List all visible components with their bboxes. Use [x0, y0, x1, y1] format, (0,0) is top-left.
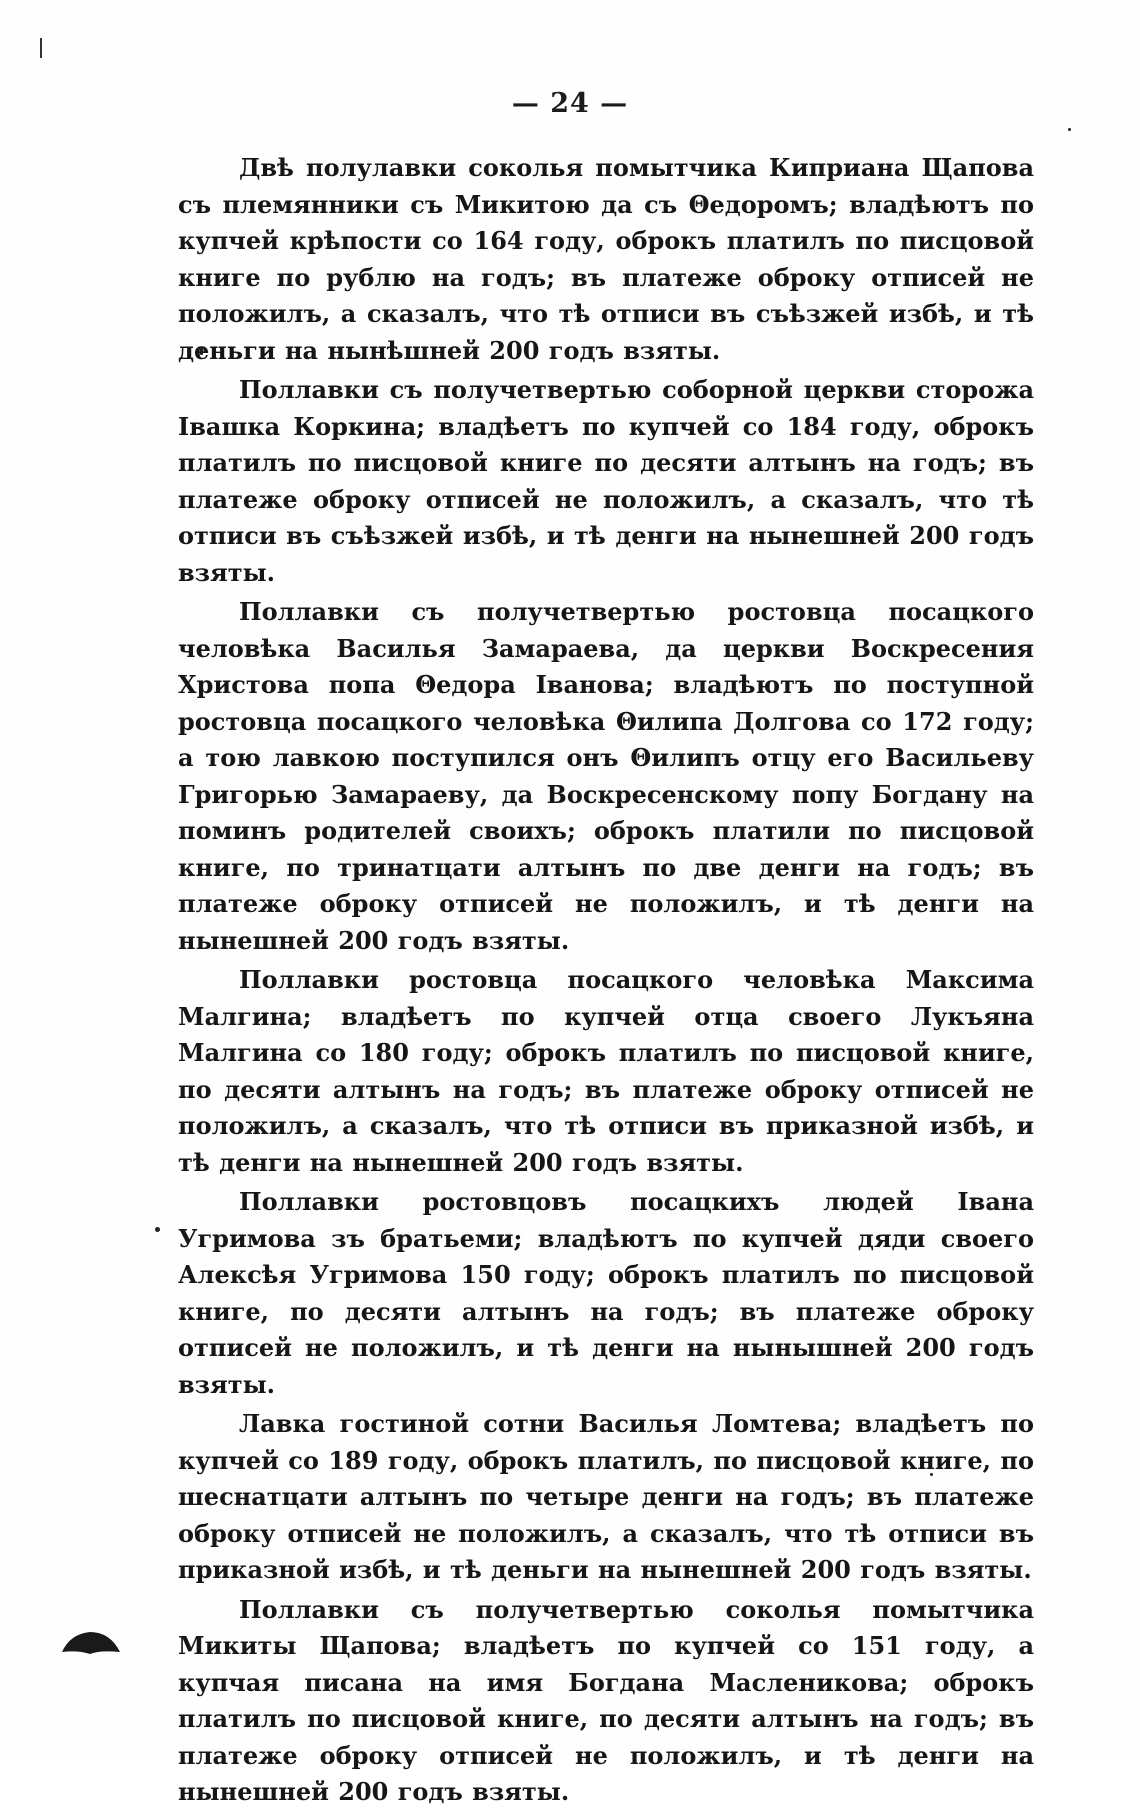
paragraph: Поллавки ростовцовъ посацкихъ людей Івана Угримова зъ братьеми; владѣютъ по купчей дяди своего Алексѣя Угримова 150 году; оброкъ платилъ по писцовой книге, по десяти алтынъ на годъ; въ платеже оброку отписей не положилъ, и тѣ денги на нынышней 200 годъ взяты. [178, 1187, 1034, 1399]
body-text [178, 150, 1034, 1814]
paragraph: Поллавки съ получетвертью ростовца посацкого человѣка Василья Замараева, да церкви Воскресения Христова попа Θедора Іванова; владѣютъ по поступной ростовца посацкого человѣка Θилипа Долгова со 172 году; а тою лавкою поступился онъ Θилипъ отцу его Васильеву Григорью Замараеву, да Воскресенскому попу Богдану на поминъ родителей своихъ; оброкъ платили по писцовой книге, по тринатцати алтынъ по две денги на годъ; въ платеже оброку отписей не положилъ, и тѣ денги на нынешней 200 годъ взяты. [178, 597, 1034, 955]
scan-margin-mark [40, 38, 42, 58]
scan-speck [155, 1227, 160, 1232]
paragraph: Двѣ полулавки соколья помытчика Киприана Щапова съ племянники съ Микитою да съ Θедоромъ; владѣютъ по купчей крѣпости со 164 году, оброкъ платилъ по писцовой книге по рублю на годъ; въ платеже оброку отписей не положилъ, а сказалъ, что тѣ отписи въ съѣзжей избѣ, и тѣ деньги на нынѣшней 200 годъ взяты. [178, 153, 1034, 365]
paragraph: Поллавки съ получетвертью соколья помытчика Микиты Щапова; владѣетъ по купчей со 151 году, а купчая писана на имя Богдана Масленикова; оброкъ платилъ по писцовой книге, по десяти алтынъ на годъ; въ платеже оброку отписей не положилъ, и тѣ денги на нынешней 200 годъ взяты. [178, 1594, 1034, 1806]
page-number: — 24 — [511, 88, 629, 119]
paragraph: Поллавки съ получетвертью соборной церкви сторожа Івашка Коркина; владѣетъ по купчей со 184 году, оброкъ платилъ по писцовой книге по десяти алтынъ на годъ; въ платеже оброку отписей не положилъ, а сказалъ, что тѣ отписи въ съѣзжей избѣ, и тѣ денги на нынешней 200 годъ взяты. [178, 375, 1034, 587]
paragraph: Лавка гостиной сотни Василья Ломтева; владѣетъ по купчей со 189 году, оброкъ платилъ, по писцовой книге, по шеснатцати алтынъ по четыре денги на годъ; въ платеже оброку отписей не положилъ, а сказалъ, что тѣ отписи въ приказной избѣ, и тѣ деньги на нынешней 200 годъ взяты. [178, 1409, 1034, 1584]
paragraph: Поллавки ростовца посацкого человѣка Максима Малгина; владѣетъ по купчей отца своего Лукъяна Малгина со 180 году; оброкъ платилъ по писцовой книге, по десяти алтынъ на годъ; въ платеже оброку отписей не положилъ, а сказалъ, что тѣ отписи въ приказной избѣ, и тѣ денги на нынешней 200 годъ взяты. [178, 965, 1034, 1177]
ink-blot-mark [60, 1628, 122, 1656]
scan-speck [1068, 128, 1071, 131]
